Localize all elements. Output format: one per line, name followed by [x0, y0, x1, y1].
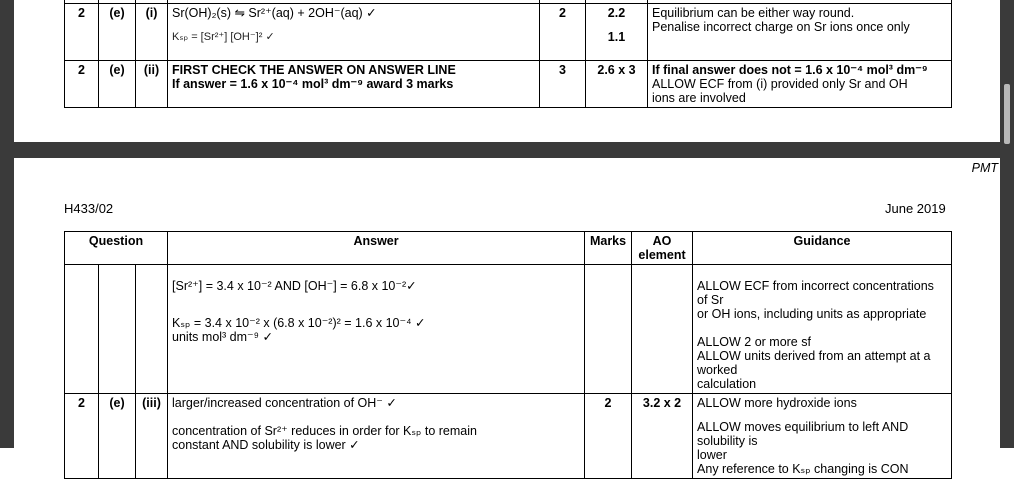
guidance-line: or OH ions, including units as appropriate — [697, 307, 927, 321]
answer-line: Kₛₚ = 3.4 x 10⁻² x (6.8 x 10⁻²)² = 1.6 x 10⁻⁴ ✓ — [172, 316, 426, 330]
question-subpart: (ii) — [136, 61, 168, 108]
viewer-margin-left — [0, 0, 14, 448]
header-guidance: Guidance — [693, 232, 952, 265]
guidance-line: ALLOW 2 or more sf — [697, 335, 811, 349]
ao-value: 2.2 — [607, 6, 626, 20]
question-part: (e) — [99, 61, 136, 108]
guidance-line: Any reference to Kₛₚ changing is CON — [697, 462, 909, 476]
markscheme-table — [64, 231, 952, 479]
answer-line: [Sr²⁺] = 3.4 x 10⁻² AND [OH⁻] = 6.8 x 10⁻²✓ — [172, 279, 417, 293]
answer-line: If answer = 1.6 x 10⁻⁴ mol³ dm⁻⁹ award 3 marks — [172, 77, 454, 91]
table-header-row — [65, 232, 952, 265]
guidance-line: ions are involved — [652, 91, 746, 105]
table-row — [65, 61, 952, 108]
guidance-line: ALLOW units derived from an attempt at a worked — [697, 349, 931, 377]
previous-page — [14, 0, 1000, 142]
marks-value: 3 — [540, 61, 586, 108]
header-ao: AO element — [632, 232, 693, 265]
page-marker: PMT — [971, 161, 998, 175]
ao-value: 3.2 x 2 — [632, 394, 693, 479]
guidance-line: ALLOW more hydroxide ions — [697, 396, 857, 410]
header-answer: Answer — [168, 232, 585, 265]
scrollbar-thumb[interactable] — [1004, 84, 1010, 144]
paper-code: H433/02 — [64, 201, 114, 216]
table-row — [65, 394, 952, 479]
guidance-line: ALLOW moves equilibrium to left AND solubility is — [697, 420, 909, 448]
guidance-line: If final answer does not = 1.6 x 10⁻⁴ mol³ dm⁻⁹ — [652, 63, 928, 77]
guidance-line: Equilibrium can be either way round. — [652, 6, 855, 20]
answer-line: Sr(OH)₂(s) ⇋ Sr²⁺(aq) + 2OH⁻(aq) ✓ — [172, 6, 377, 20]
marks-value: 2 — [540, 4, 586, 61]
viewer-margin-right — [1000, 0, 1014, 448]
page-gap — [0, 142, 1014, 158]
top-markscheme-table — [64, 0, 952, 108]
guidance-line: Penalise incorrect charge on Sr ions once only — [652, 20, 910, 34]
answer-line: constant AND solubility is lower ✓ — [172, 438, 360, 452]
guidance-line: calculation — [697, 377, 757, 391]
question-number: 2 — [65, 4, 99, 61]
answer-line: Kₛₚ = [Sr²⁺] [OH⁻]² ✓ — [172, 31, 275, 43]
ao-value: 1.1 — [607, 30, 626, 44]
answer-line: concentration of Sr²⁺ reduces in order for Kₛₚ to remain — [172, 424, 477, 438]
answer-line: units mol³ dm⁻⁹ ✓ — [172, 330, 273, 344]
question-part: (e) — [99, 394, 136, 479]
marks-value: 2 — [585, 394, 632, 479]
exam-date: June 2019 — [885, 201, 946, 216]
question-subpart: (i) — [136, 4, 168, 61]
question-subpart: (iii) — [136, 394, 168, 479]
answer-line: larger/increased concentration of OH⁻ ✓ — [172, 396, 397, 410]
question-part: (e) — [99, 4, 136, 61]
header-question: Question — [65, 232, 168, 265]
cut-off-text — [172, 0, 535, 1]
header-marks: Marks — [585, 232, 632, 265]
guidance-line: lower — [697, 448, 727, 462]
answer-line: FIRST CHECK THE ANSWER ON ANSWER LINE — [172, 63, 456, 77]
question-number: 2 — [65, 394, 99, 479]
table-row — [65, 265, 952, 394]
guidance-line: ALLOW ECF from (i) provided only Sr and OH — [652, 77, 908, 91]
guidance-line: ALLOW ECF from incorrect concentrations of Sr — [697, 279, 934, 307]
ao-value: 2.6 x 3 — [586, 61, 648, 108]
current-page — [14, 158, 1000, 476]
question-number: 2 — [65, 61, 99, 108]
table-row — [65, 4, 952, 61]
